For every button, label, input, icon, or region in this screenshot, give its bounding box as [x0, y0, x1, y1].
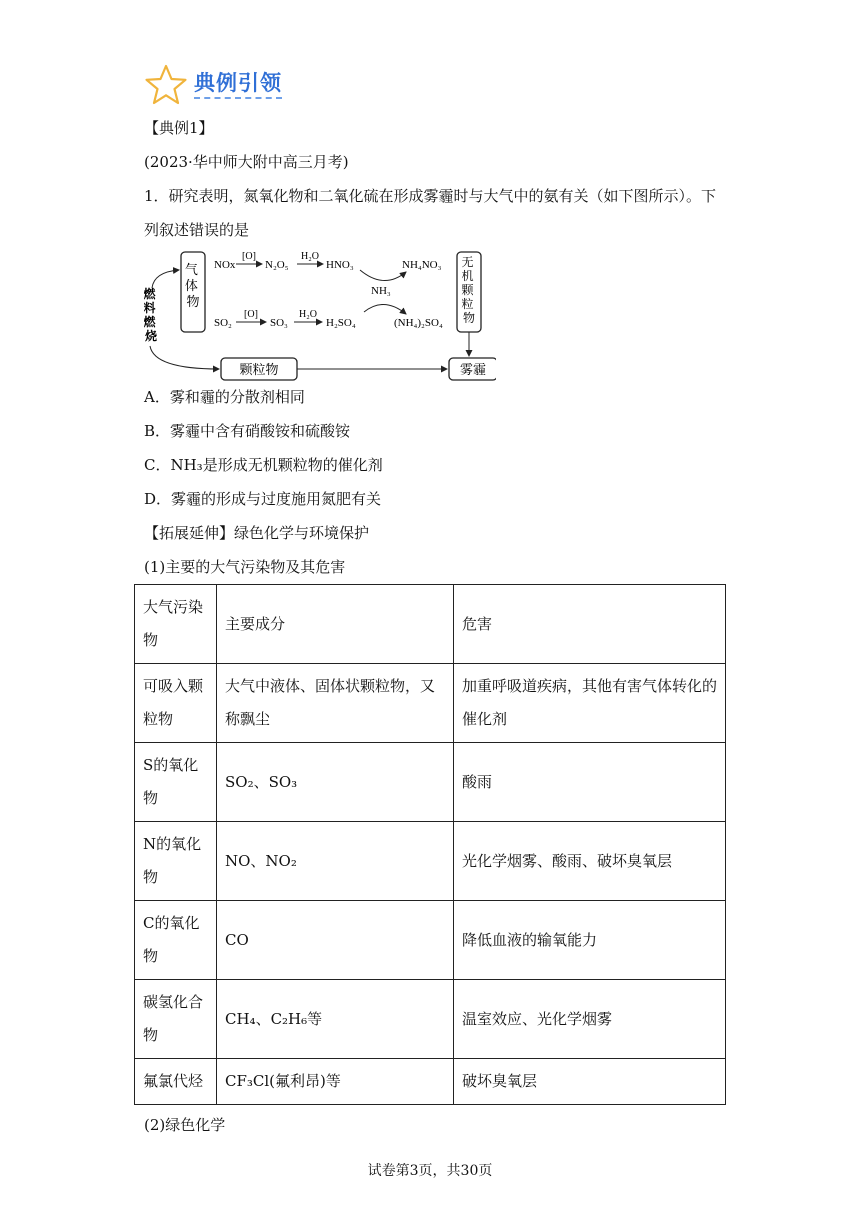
cell-pollutant: 可吸入颗粒物: [135, 664, 217, 743]
table-row: [135, 901, 726, 980]
example-tag: 【典例1】: [144, 119, 214, 137]
cell-pollutant: C的氧化物: [135, 901, 217, 980]
cell-harm: 降低血液的输氧能力: [454, 901, 726, 980]
inorg-char-5: 物: [462, 311, 476, 325]
arrow-to-gas: [152, 270, 179, 288]
table-row: [135, 664, 726, 743]
question-stem: 1．研究表明，氮氧化物和二氧化硫在形成雾霾时与大气中的氨有关（如下图所示）。下列叙述错误的是: [144, 187, 717, 239]
row1-n2o5: N₂O₅: [265, 259, 289, 271]
smog-box-label: 雾霾: [459, 362, 487, 377]
gas-char-1: 气: [184, 262, 198, 277]
cell-harm: 温室效应、光化学烟雾: [454, 980, 726, 1059]
row2-o-label: [O]: [244, 309, 258, 320]
row1-o-label: [O]: [242, 251, 256, 262]
row2-nh4so4: (NH₄)₂SO₄: [394, 317, 443, 329]
fuel-char-3: 燃: [144, 315, 156, 329]
row1-curve-arrow: [360, 270, 406, 281]
cell-harm: 破坏臭氧层: [454, 1059, 726, 1105]
star-outline-icon: [144, 64, 188, 106]
option-b: B．雾霾中含有硝酸铵和硫酸铵: [144, 422, 351, 440]
arrow-to-particles: [150, 346, 219, 369]
header-pollutant: 大气污染物: [135, 585, 217, 664]
row1-nox: NOx: [214, 259, 236, 271]
table-row: [135, 1059, 726, 1105]
cell-component: NO、NO₂: [217, 822, 454, 901]
inorg-char-3: 颗: [461, 283, 474, 297]
table-row: [135, 980, 726, 1059]
inorg-char-4: 粒: [461, 297, 474, 311]
gas-box-label: [185, 262, 201, 309]
smog-formation-diagram: [144, 248, 496, 382]
banner-title: 典例引领: [194, 71, 282, 99]
section1-heading: (1)主要的大气污染物及其危害: [144, 558, 346, 576]
question-source: (2023·华中师大附中高三月考): [144, 153, 349, 171]
fuel-char-1: 燃: [144, 287, 156, 301]
row2-so3: SO₃: [270, 317, 288, 329]
row2-so2: SO₂: [214, 317, 232, 329]
section-banner: [144, 64, 282, 106]
row1-hno3: HNO₃: [326, 259, 354, 271]
fuel-combustion-label: [144, 286, 159, 343]
cell-harm: 酸雨: [454, 743, 726, 822]
cell-component: SO₂、SO₃: [217, 743, 454, 822]
inorg-char-1: 无: [461, 255, 474, 269]
table-row: [135, 743, 726, 822]
option-d: D．雾霾的形成与过度施用氮肥有关: [144, 490, 382, 508]
header-harm: 危害: [454, 585, 726, 664]
row2-curve-arrow: [364, 304, 406, 314]
option-a: A．雾和霾的分散剂相同: [144, 388, 305, 406]
cell-pollutant: 碳氢化合物: [135, 980, 217, 1059]
row1-nh4no3: NH₄NO₃: [402, 259, 442, 271]
extension-heading: 【拓展延伸】绿色化学与环境保护: [144, 524, 370, 542]
cell-component: 大气中液体、固体状颗粒物，又称飘尘: [217, 664, 454, 743]
fuel-char-2: 料: [144, 301, 156, 315]
cell-harm: 加重呼吸道疾病，其他有害气体转化的催化剂: [454, 664, 726, 743]
pollutant-table: [134, 584, 726, 1105]
cell-pollutant: S的氧化物: [135, 743, 217, 822]
row1-h2o-label: H₂O: [301, 251, 319, 262]
option-c: C．NH₃是形成无机颗粒物的催化剂: [144, 456, 383, 474]
section2-heading: (2)绿色化学: [144, 1116, 226, 1134]
cell-component: CH₄、C₂H₆等: [217, 980, 454, 1059]
particle-box-label: 颗粒物: [239, 362, 279, 377]
inorganic-box-label: [461, 255, 476, 325]
page-footer: 试卷第3页，共30页: [367, 1163, 493, 1179]
gas-char-3: 物: [186, 294, 200, 309]
cell-component: CO: [217, 901, 454, 980]
cell-component: CF₃Cl(氟利昂)等: [217, 1059, 454, 1105]
header-component: 主要成分: [217, 585, 454, 664]
row2-h2o-label: H₂O: [299, 309, 317, 320]
gas-char-2: 体: [184, 278, 198, 293]
nh3-label: NH₃: [371, 285, 391, 297]
fuel-char-4: 烧: [144, 329, 158, 343]
cell-harm: 光化学烟雾、酸雨、破坏臭氧层: [454, 822, 726, 901]
cell-pollutant: 氟氯代烃: [135, 1059, 217, 1105]
table-header-row: [135, 585, 726, 664]
inorg-char-2: 机: [461, 269, 474, 283]
row2-h2so4: H₂SO₄: [326, 317, 356, 329]
table-row: [135, 822, 726, 901]
cell-pollutant: N的氧化物: [135, 822, 217, 901]
